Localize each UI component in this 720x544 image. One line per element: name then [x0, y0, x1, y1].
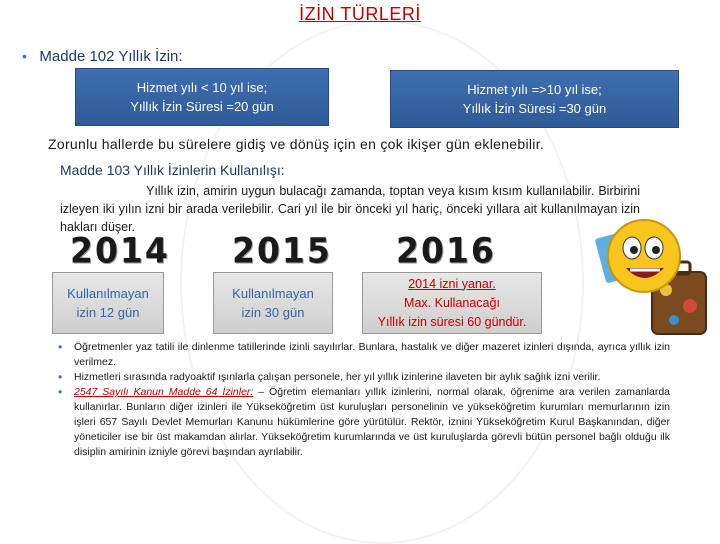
list-item-text: Öğretmenler yaz tatili ile dinlenme tatillerinde izinli sayılırlar. Bunlara, hastalık ve diğer mazeret izinleri dışında, ayrıca yıllık izin verilmez.	[74, 341, 670, 368]
box-line: izin 12 gün	[76, 305, 140, 320]
heading-text: Madde 102 Yıllık İzin:	[39, 48, 183, 65]
page-title: İZİN TÜRLERİ	[299, 4, 421, 24]
section-heading-usage: Madde 103 Yıllık İzinlerin Kullanılışı:	[60, 162, 285, 178]
box-line: Yıllık İzin Süresi =30 gün	[462, 101, 607, 116]
box-line: Hizmet yılı < 10 yıl ise;	[136, 80, 268, 95]
bullet-marker: •	[22, 48, 27, 64]
leave-rules-list	[58, 340, 670, 460]
year-label-2016: 2016	[396, 230, 496, 271]
box-line: Max. Kullanacağı	[404, 295, 500, 310]
unused-leave-2014-box	[52, 272, 164, 334]
box-line: Kullanılmayan	[67, 286, 149, 301]
service-over-10-box	[390, 70, 679, 128]
traveller-smiley-illustration	[582, 210, 710, 350]
section-heading-annual-leave	[22, 48, 183, 65]
year-label-2015: 2015	[232, 230, 332, 271]
box-line: izin 30 gün	[241, 305, 305, 320]
year-label-2014: 2014	[70, 230, 170, 271]
service-under-10-box	[75, 68, 329, 126]
leave-2016-box	[362, 272, 542, 334]
box-line: Yıllık İzin Süresi =20 gün	[130, 99, 274, 114]
list-item	[58, 340, 670, 370]
list-item-text: – Öğretim elemanları yıllık izinlerini, normal olarak, öğrenime ara verilen zamanlarda kullanırlar. Bunların diğer izinleri ile Yükseköğretim üst kuruluşları personelinin ve yükseköğretim kurumları memurlarının izin işleri 657 Sayılı Devlet Memurları Kanunu hükümlerine göre yürütülür. Rektör, iznini Yükseköğretim Kurul Başkanından, diğer yöneticiler ise bir üst makamdan alırlar. Yükseköğretim kurumlarında ve üst kuruluşlarda görevli bütün personel bağlı olduğu ilk disiplin amirinin izniyle görevi başından ayrılabilir.	[74, 386, 671, 458]
box-line: Yıllık izin süresi 60 gündür.	[377, 314, 527, 329]
list-item-text: Hizmetleri sırasında radyoaktif ışınlarla çalışan personele, her yıl yıllık izinlerine ilaveten bir aylık sağlık izni verilir.	[74, 371, 601, 383]
list-item	[58, 370, 670, 385]
mandatory-note: Zorunlu hallerde bu sürelere gidiş ve dönüş için en çok ikişer gün eklenebilir.	[48, 136, 545, 152]
box-line: Kullanılmayan	[232, 286, 314, 301]
law-reference: 2547 Sayılı Kanun Madde 64 İzinler:	[74, 386, 254, 398]
usage-paragraph: Yıllık izin, amirin uygun bulacağı zamanda, toptan veya kısım kısım kullanılabilir. Birbirini izleyen iki yılın izni bir arada verilebilir. Cari yıl ile bir önceki yıl hariç, önceki yıllara ait kullanılmayan izin hakları düşer.	[60, 184, 640, 234]
box-line: 2014 izni yanar.	[408, 276, 496, 291]
list-item	[58, 385, 670, 460]
unused-leave-2015-box	[213, 272, 333, 334]
box-line: Hizmet yılı =>10 yıl ise;	[467, 82, 602, 97]
